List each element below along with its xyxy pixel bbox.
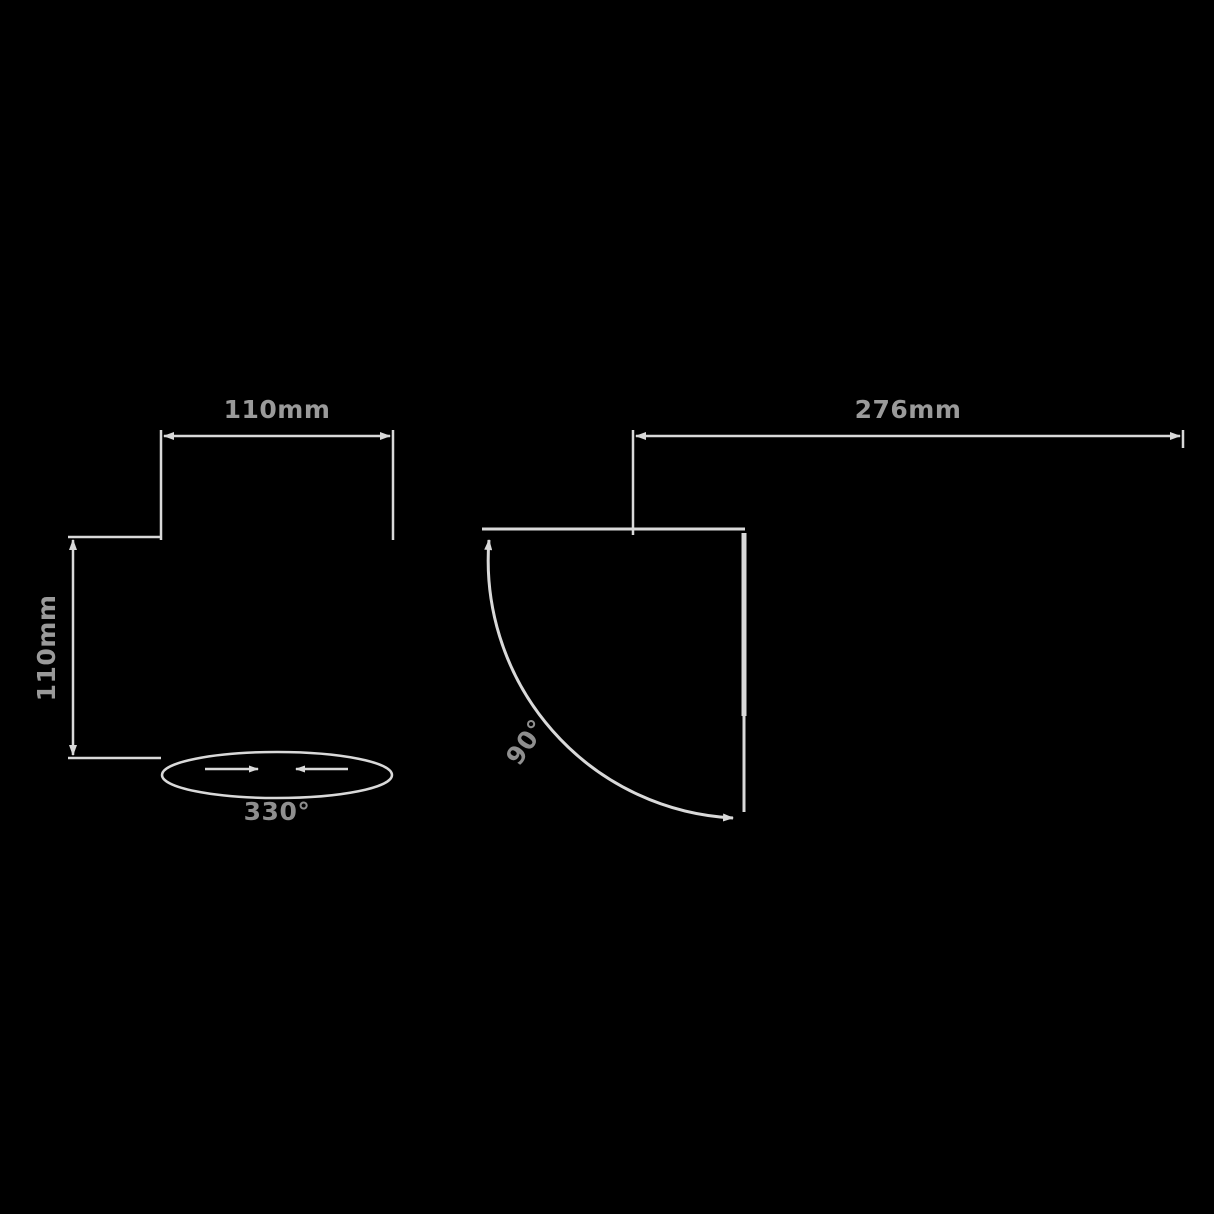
left-height-extension-lines bbox=[68, 537, 161, 758]
right-width-extension-lines bbox=[633, 430, 1183, 535]
left-width-dimension-label: 110mm bbox=[223, 395, 331, 424]
right-width-dimension-label: 276mm bbox=[854, 395, 962, 424]
rotation-ellipse-icon bbox=[162, 752, 392, 798]
left-height-dimension-label: 110mm bbox=[32, 594, 61, 702]
left-view-group bbox=[32, 395, 393, 826]
swing-angle-label: 90° bbox=[500, 713, 552, 771]
left-width-extension-lines bbox=[161, 430, 393, 540]
rotation-angle-label: 330° bbox=[243, 797, 311, 826]
door-swing-arc bbox=[488, 540, 733, 818]
right-view-group bbox=[482, 395, 1183, 818]
